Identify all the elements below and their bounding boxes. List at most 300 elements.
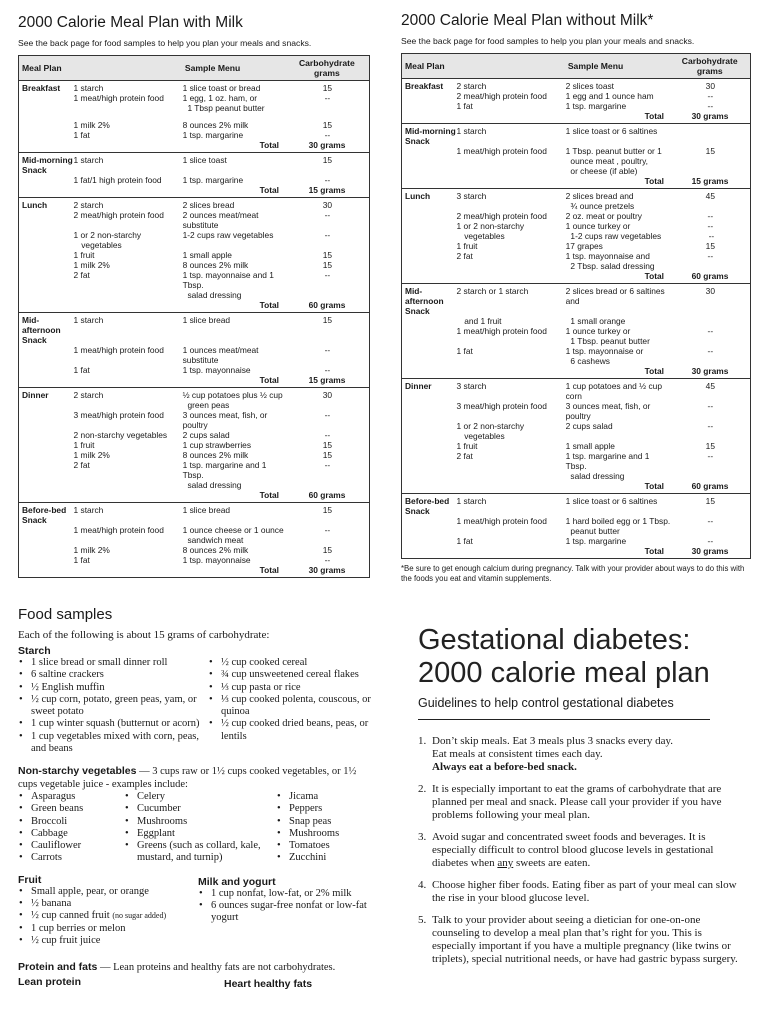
meal-name: Breakfast	[405, 81, 444, 91]
carb-grams: --	[707, 211, 714, 221]
exchange: 1 fat	[456, 536, 473, 546]
guidelines-subtitle: Guidelines to help control gestational diabetes	[418, 696, 674, 710]
exchange	[72, 400, 178, 410]
table-row	[402, 441, 750, 451]
meal-name	[402, 441, 457, 451]
meal-name: Breakfast	[22, 83, 61, 93]
exchange: 1 or 2 non-starchy	[456, 221, 525, 231]
meal-section	[19, 503, 369, 577]
meal-name	[402, 451, 457, 471]
exchange: 2 starch	[73, 200, 104, 210]
total-row	[19, 185, 369, 196]
sample-menu: 1 tsp. margarine and 1 Tbsp.	[182, 460, 267, 480]
meal-name	[402, 156, 455, 166]
title-line-1: Gestational diabetes:	[418, 624, 691, 656]
meal-name: Before-bed Snack	[22, 505, 67, 525]
carb-grams: --	[707, 326, 714, 336]
sample-menu: 1 hard boiled egg or 1 Tbsp.	[565, 516, 671, 526]
carb-grams	[673, 526, 750, 536]
carb-grams: 15	[705, 146, 715, 156]
veg-col-3	[276, 791, 374, 865]
veg-item: • Jicama	[276, 791, 374, 803]
table-row	[19, 83, 369, 93]
table-row	[402, 346, 750, 356]
exchange	[72, 535, 178, 545]
carb-grams: 15	[705, 241, 715, 251]
sample-menu: 2 ounces meat/meat substitute	[182, 210, 259, 230]
veg-intro	[18, 765, 374, 791]
table-row	[402, 516, 750, 526]
table-row	[19, 430, 369, 440]
total-row	[19, 565, 369, 576]
carb-grams: 15	[322, 83, 333, 93]
exchange: 1 meat/high protein food	[73, 345, 164, 355]
starch-heading: Starch	[18, 645, 51, 657]
veg-list	[18, 791, 374, 865]
meal-name	[19, 230, 74, 240]
sample-menu: salad dressing	[187, 480, 242, 490]
meal-name	[402, 221, 457, 231]
sample-menu: 8 ounces 2% milk	[182, 120, 249, 130]
total-label: Total	[644, 111, 664, 121]
carb-grams	[288, 535, 369, 545]
veg-item: • Celery	[124, 791, 276, 803]
carb-grams: 45	[705, 381, 715, 391]
sample-menu: 1 egg and 1 ounce ham	[565, 91, 654, 101]
sample-menu: 1 slice toast or bread	[182, 83, 261, 93]
carb-grams: --	[324, 460, 331, 470]
exchange: 3 starch	[456, 191, 487, 201]
total-row	[402, 481, 750, 492]
sample-menu: 2 slices bread	[182, 200, 235, 210]
exchange: vegetables	[81, 240, 122, 250]
meal-section	[19, 388, 369, 503]
meal-section	[402, 124, 750, 189]
sample-menu: 1 Tbsp. peanut butter or 1	[565, 146, 662, 156]
table-row	[19, 130, 369, 140]
meal-plan-without-milk	[401, 12, 751, 584]
carb-grams: --	[707, 346, 714, 356]
table-row	[19, 365, 369, 375]
carb-grams: --	[324, 270, 331, 280]
meal-section	[402, 189, 750, 284]
table-row	[402, 191, 750, 201]
veg-item: • Green beans	[18, 803, 124, 815]
exchange: 1 starch	[456, 496, 487, 506]
meal-name	[402, 536, 457, 546]
sample-menu: peanut butter	[570, 526, 620, 536]
page-title	[418, 624, 740, 690]
carb-grams: --	[707, 101, 714, 111]
meal-name	[19, 555, 74, 565]
lean-protein-heading: Lean protein	[18, 975, 82, 988]
sample-menu: 1 tsp. margarine and 1 Tbsp.	[565, 451, 650, 471]
meal-name	[19, 400, 72, 410]
guideline-number: 2.	[418, 783, 427, 795]
total-label: Total	[259, 565, 279, 575]
exchange: 1 fruit	[456, 441, 478, 451]
exchange: 1 starch	[456, 126, 487, 136]
meal-name	[19, 545, 74, 555]
fruit-item: • 1 cup berries or melon	[18, 923, 198, 935]
carb-grams: --	[324, 230, 331, 240]
sample-menu: 1 tsp. margarine	[565, 536, 627, 546]
exchange: and 1 fruit	[464, 316, 502, 326]
meal-name	[19, 410, 74, 430]
sample-menu: 1 cup potatoes and ½ cup corn	[565, 381, 662, 401]
total-label: Total	[259, 140, 279, 150]
meal-name	[19, 260, 74, 270]
fruit-heading: Fruit	[18, 873, 42, 886]
carb-grams	[288, 240, 369, 250]
exchange: 2 meat/high protein food	[456, 211, 547, 221]
exchange: 1 starch	[73, 155, 104, 165]
table-row	[19, 440, 369, 450]
table-row	[402, 496, 750, 516]
meal-section	[19, 198, 369, 313]
carb-grams: --	[707, 516, 714, 526]
sample-menu: 3 ounces meat, fish, or poultry	[565, 401, 651, 421]
sample-menu: ¾ ounce pretzels	[570, 201, 635, 211]
table-row	[402, 231, 750, 241]
exchange: 1 or 2 non-starchy	[456, 421, 525, 431]
total-row	[402, 176, 750, 187]
sample-menu: 1 slice bread	[182, 315, 231, 325]
sample-menu: 1 small apple	[565, 441, 615, 451]
table-row	[402, 251, 750, 261]
sample-menu: 1 tsp. mayonnaise and	[565, 251, 650, 261]
carb-grams: --	[707, 401, 714, 411]
plan-subtitle: See the back page for food samples to help you plan your meals and snacks.	[18, 38, 312, 48]
meal-section	[402, 79, 750, 124]
milk-item: • 1 cup nonfat, low-fat, or 2% milk	[198, 888, 374, 900]
meal-section	[402, 379, 750, 494]
exchange	[455, 526, 561, 536]
meal-name	[19, 365, 74, 375]
sample-menu: 1 tsp. mayonnaise	[182, 365, 251, 375]
meal-name	[402, 516, 457, 526]
plan-title: 2000 Calorie Meal Plan with Milk	[18, 14, 243, 31]
header-meal-plan: Meal Plan	[22, 63, 62, 73]
meal-name	[402, 346, 457, 356]
sample-menu: ½ cup potatoes plus ½ cup	[182, 390, 283, 400]
veg-item: • Zucchini	[276, 852, 374, 864]
sample-menu: 1 cup strawberries	[182, 440, 252, 450]
total-row	[19, 140, 369, 151]
meal-name	[19, 175, 74, 185]
guideline-number: 4.	[418, 879, 427, 891]
starch-item: • ½ cup cooked dried beans, peas, or lentils	[208, 718, 374, 743]
guideline-text: Avoid sugar and concentrated sweet foods and beverages. It is especially difficult to control blood glucose levels in gestational diabetes when any sweets are eaten.	[432, 831, 714, 869]
carb-grams	[673, 431, 750, 441]
carb-grams: 45	[705, 191, 715, 201]
veg-item: • Cabbage	[18, 828, 124, 840]
total-value: 30 grams	[308, 140, 346, 150]
sample-menu: 2 slices toast	[565, 81, 615, 91]
meal-name	[19, 250, 74, 260]
veg-item: • Cucumber	[124, 803, 276, 815]
exchange: 1 meat/high protein food	[73, 93, 164, 103]
sample-menu: 1 Tbsp. peanut butter	[570, 336, 650, 346]
sample-menu: 8 ounces 2% milk	[182, 450, 249, 460]
guideline-item	[418, 783, 740, 822]
exchange: 1 starch	[73, 505, 104, 515]
guideline-emphasis: Always eat a before-bed snack.	[432, 761, 577, 773]
meal-name	[19, 93, 74, 103]
exchange: 2 starch or 1 starch	[456, 286, 529, 296]
veg-item: • Mushrooms	[124, 816, 276, 828]
table-row	[19, 450, 369, 460]
veg-heading: Non-starchy vegetables	[18, 765, 137, 778]
meal-name: Before-bed Snack	[405, 496, 450, 516]
guideline-item	[418, 735, 740, 774]
table-row	[402, 201, 750, 211]
exchange: 2 fat	[73, 270, 90, 280]
total-row	[19, 300, 369, 311]
guidelines-list	[418, 735, 740, 966]
sample-menu: 1 tsp. margarine	[182, 130, 244, 140]
table-row	[19, 410, 369, 430]
meal-name: Mid-afternoon Snack	[22, 315, 61, 345]
meal-name	[402, 91, 457, 101]
table-row	[19, 270, 369, 290]
total-value: 30 grams	[691, 366, 729, 376]
table-row	[402, 336, 750, 346]
veg-description: — 3 cups raw or 1½ cups cooked vegetables, or 1½ cups vegetable juice - examples include:	[18, 766, 357, 790]
guideline-number: 3.	[418, 831, 427, 843]
exchange: 1 fruit	[73, 250, 95, 260]
meal-section	[19, 313, 369, 388]
sample-menu	[570, 431, 672, 441]
plan-header-row	[19, 56, 369, 81]
carb-grams: 15	[322, 315, 333, 325]
table-row	[19, 155, 369, 175]
fruit-list	[18, 886, 198, 947]
starch-item: • 1 cup vegetables mixed with corn, peas, and beans	[18, 731, 208, 756]
carb-grams	[673, 261, 750, 271]
table-row	[19, 120, 369, 130]
total-label: Total	[644, 481, 664, 491]
guideline-number: 1.	[418, 735, 427, 747]
meal-name: Mid-morning Snack	[22, 155, 73, 175]
meal-name	[19, 270, 74, 290]
sample-menu: green peas	[187, 400, 230, 410]
table-row	[19, 505, 369, 525]
total-value: 15 grams	[308, 375, 346, 385]
sample-menu: 1 tsp. mayonnaise	[182, 555, 251, 565]
table-row	[402, 221, 750, 231]
exchange: 3 meat/high protein food	[456, 401, 547, 411]
sample-menu: 1 slice toast or 6 saltines	[565, 496, 658, 506]
protein-description: — Lean proteins and healthy fats are not carbohydrates.	[97, 962, 336, 974]
starch-item: • ⅓ cup pasta or rice	[208, 682, 374, 694]
meal-section	[19, 153, 369, 198]
total-label: Total	[259, 375, 279, 385]
table-row	[402, 286, 750, 316]
healthy-fats-heading: Heart healthy fats	[224, 977, 313, 990]
guideline-item	[418, 831, 740, 870]
table-row	[402, 126, 750, 146]
starch-item: • 1 cup winter squash (butternut or acorn)	[18, 718, 208, 730]
starch-item: • ½ English muffin	[18, 682, 208, 694]
veg-item: • Tomatoes	[276, 840, 374, 852]
carb-grams	[671, 126, 750, 146]
meal-name	[19, 130, 74, 140]
carb-grams	[288, 103, 369, 113]
guideline-text: Talk to your provider about seeing a dietician for one-on-one counseling to develop a meal plan that’s right for you. This is especially important if you have a multiple pregnancy (like twins or triplets), special nutritional needs, or have had gastric bypass surgery.	[432, 914, 738, 965]
table-row	[402, 451, 750, 471]
exchange: 2 meat/high protein food	[456, 91, 547, 101]
table-row	[19, 460, 369, 480]
carb-grams: --	[707, 251, 714, 261]
total-value: 30 grams	[691, 546, 729, 556]
table-row	[19, 545, 369, 555]
sample-menu: 8 ounces 2% milk	[182, 260, 249, 270]
table-row	[402, 211, 750, 221]
carb-grams	[673, 166, 750, 176]
table-row	[402, 526, 750, 536]
exchange: 2 starch	[456, 81, 487, 91]
meal-name: Lunch	[22, 200, 48, 210]
sample-menu: 1 ounce turkey or	[565, 221, 631, 231]
exchange: 1 meat/high protein food	[73, 525, 164, 535]
meal-name	[19, 535, 72, 545]
total-label: Total	[644, 271, 664, 281]
exchange	[455, 336, 561, 346]
table-row	[402, 91, 750, 101]
plan-table	[18, 55, 370, 578]
veg-item: • Cauliflower	[18, 840, 124, 852]
carb-grams	[673, 316, 750, 326]
meal-section	[402, 284, 750, 379]
food-samples	[18, 606, 374, 990]
sample-menu	[187, 240, 287, 250]
sample-menu: 1 tsp. margarine	[182, 175, 244, 185]
exchange	[455, 156, 561, 166]
meal-name	[19, 450, 74, 460]
sample-menu: 1 Tbsp peanut butter	[187, 103, 265, 113]
guideline-item	[418, 879, 740, 905]
meal-name	[402, 421, 457, 431]
meal-name	[402, 251, 457, 261]
exchange	[72, 290, 178, 300]
meal-name	[402, 231, 455, 241]
exchange: 3 meat/high protein food	[73, 410, 164, 420]
exchange: 1 or 2 non-starchy	[73, 230, 142, 240]
meal-name	[19, 240, 72, 250]
divider	[418, 719, 710, 720]
carb-grams	[673, 336, 750, 346]
carb-grams: 15	[322, 545, 333, 555]
total-row	[402, 271, 750, 282]
table-row	[19, 230, 369, 240]
exchange	[72, 103, 178, 113]
total-label: Total	[644, 176, 664, 186]
carb-grams: --	[324, 130, 331, 140]
starch-item: • ½ cup corn, potato, green peas, yam, or sweet potato	[18, 694, 208, 719]
meal-name	[19, 525, 74, 535]
carb-grams: 15	[322, 260, 333, 270]
carb-grams: 15	[322, 155, 333, 165]
table-row	[402, 536, 750, 546]
fruit-milk-section	[18, 874, 374, 947]
carb-grams: 15	[322, 505, 333, 515]
milk-list	[198, 888, 374, 925]
carb-grams: --	[707, 221, 714, 231]
meal-name	[19, 210, 74, 230]
exchange	[455, 201, 561, 211]
meal-name	[19, 290, 72, 300]
table-row	[402, 431, 750, 441]
carb-grams	[673, 356, 750, 366]
table-row	[402, 471, 750, 481]
sample-menu: 2 Tbsp. salad dressing	[570, 261, 655, 271]
veg-item: • Asparagus	[18, 791, 124, 803]
total-value: 30 grams	[308, 565, 346, 575]
table-row	[402, 146, 750, 156]
veg-item: • Greens (such as collard, kale, mustard, and turnip)	[124, 840, 276, 865]
total-value: 60 grams	[308, 490, 346, 500]
total-row	[402, 366, 750, 377]
sample-menu: 1 egg, 1 oz. ham, or	[182, 93, 258, 103]
table-row	[402, 316, 750, 326]
table-row	[402, 356, 750, 366]
veg-item: • Peppers	[276, 803, 374, 815]
total-value: 15 grams	[308, 185, 346, 195]
exchange: 1 fat	[456, 101, 473, 111]
carb-grams: --	[324, 345, 331, 355]
total-value: 30 grams	[691, 111, 729, 121]
total-value: 60 grams	[691, 481, 729, 491]
carb-grams: 15	[322, 450, 333, 460]
carb-grams: --	[324, 175, 331, 185]
table-row	[402, 241, 750, 251]
table-row	[19, 535, 369, 545]
carb-grams: 15	[322, 120, 333, 130]
meal-plan-with-milk	[18, 14, 370, 578]
meal-name	[402, 101, 457, 111]
protein-heading: Protein and fats	[18, 961, 98, 974]
carb-grams: 30	[322, 390, 333, 400]
table-row	[19, 315, 369, 345]
header-sample-menu: Sample Menu	[184, 63, 241, 73]
carb-grams	[288, 290, 369, 300]
sample-menu: ounce meat , poultry,	[570, 156, 648, 166]
total-label: Total	[644, 366, 664, 376]
exchange: 1 fruit	[456, 241, 478, 251]
table-row	[19, 555, 369, 565]
calcium-footnote: *Be sure to get enough calcium during pregnancy. Talk with your provider about ways to do this with the foods you eat and vitamin supplements.	[401, 564, 745, 583]
fruit-item: • ½ banana	[18, 898, 198, 910]
carb-grams: 15	[322, 250, 333, 260]
total-label: Total	[259, 300, 279, 310]
exchange	[455, 261, 561, 271]
carb-grams: 15	[705, 441, 715, 451]
table-row	[402, 326, 750, 336]
table-row	[402, 261, 750, 271]
exchange: 2 fat	[456, 451, 473, 461]
table-row	[19, 390, 369, 400]
total-row	[19, 375, 369, 386]
protein-intro	[18, 961, 374, 974]
meal-name	[402, 336, 455, 346]
header-carb-grams: Carbohydrate grams	[298, 58, 355, 78]
exchange	[455, 356, 561, 366]
header-exchange	[73, 66, 181, 70]
sample-menu: 1 tsp. margarine	[565, 101, 627, 111]
total-value: 60 grams	[691, 271, 729, 281]
carb-grams: --	[324, 365, 331, 375]
